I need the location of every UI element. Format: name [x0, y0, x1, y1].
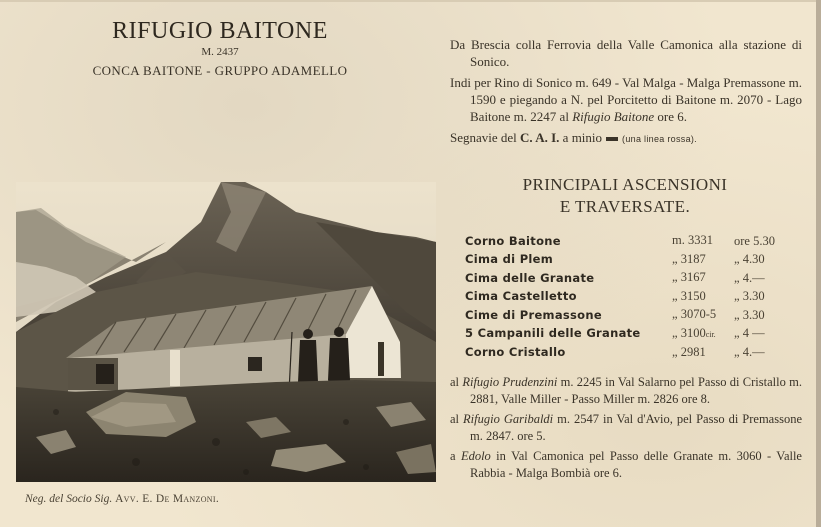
peak-name: Cima di Plem — [465, 252, 554, 267]
altitude-prefix: „ — [672, 344, 678, 359]
duration-value: 4.— — [742, 270, 765, 285]
card-top-edge — [0, 0, 821, 2]
ascents-heading-line2: E TRAVERSATE. — [559, 197, 691, 216]
duration-prefix: „ — [734, 289, 740, 304]
duration-prefix: „ — [734, 345, 740, 360]
altitude-prefix: „ — [672, 270, 678, 285]
ascent-duration — [734, 269, 794, 288]
ascent-duration — [734, 232, 794, 251]
duration-prefix: ore — [734, 233, 750, 248]
mountain-hut-illustration — [16, 182, 436, 482]
altitude-prefix: „ — [672, 251, 678, 266]
hut-location: CONCA BAITONE - GRUPPO ADAMELLO — [92, 63, 348, 78]
trail-markings-color: a minio — [559, 130, 603, 145]
ascent-row — [465, 325, 794, 344]
hut-title: RIFUGIO BAITONE — [112, 18, 328, 44]
peak-name: Cima delle Granate — [465, 270, 595, 285]
ascent-row — [465, 306, 794, 325]
duration-prefix: „ — [734, 326, 740, 341]
route-prefix: al — [450, 375, 463, 389]
altitude-value: 3070-5 — [680, 307, 717, 322]
duration-prefix: „ — [734, 270, 740, 285]
duration-value: 4.30 — [742, 252, 765, 267]
route-destination: Rifugio Prudenzini — [462, 375, 558, 389]
duration-value: 4 — — [742, 326, 765, 341]
altitude-value: 3100 — [680, 325, 706, 340]
access-route — [450, 74, 802, 125]
ascent-row — [465, 232, 794, 251]
ascents-heading — [450, 174, 800, 218]
access-route-destination: Rifugio Baitone — [572, 109, 655, 124]
ascent-duration — [734, 251, 794, 270]
altitude-prefix: „ — [672, 325, 678, 340]
traverse-route — [450, 448, 802, 481]
ascent-row — [465, 288, 794, 307]
route-prefix: al — [450, 412, 464, 426]
duration-prefix: „ — [734, 307, 740, 322]
route-prefix: a — [450, 449, 461, 463]
access-directions — [450, 36, 802, 152]
card-right-edge — [816, 0, 821, 527]
trail-markings-text: Segnavie del — [450, 130, 521, 145]
trail-markings-note: (una linea rossa). — [622, 134, 697, 144]
cai-abbreviation: C. A. I. — [520, 130, 560, 145]
peak-altitude — [672, 269, 734, 288]
hut-photograph — [16, 182, 436, 482]
peak-name: Corno Baitone — [465, 233, 561, 248]
altitude-prefix: „ — [672, 288, 678, 303]
peak-altitude — [672, 306, 734, 325]
peak-name: 5 Campanili delle Granate — [465, 326, 641, 341]
ascent-duration — [734, 344, 794, 363]
hut-altitude: M. 2437 — [201, 46, 239, 58]
altitude-prefix: „ — [672, 307, 678, 322]
duration-value: 3.30 — [742, 307, 765, 322]
duration-value: 4.— — [742, 345, 765, 360]
photo-credit-name: Avv. E. De Manzoni. — [115, 493, 219, 505]
ascent-row — [465, 344, 794, 363]
altitude-value: 3331 — [687, 233, 713, 247]
peak-name: Corno Cristallo — [465, 345, 566, 360]
peak-altitude — [672, 288, 734, 307]
route-destination: Rifugio Garibaldi — [463, 412, 554, 426]
route-description: in Val Camonica pel Passo delle Granate m. 3060 - Valle Rabbia - Malga Bombià ore 6. — [470, 449, 802, 480]
peak-altitude — [672, 325, 734, 344]
altitude-value: 3187 — [680, 251, 706, 266]
ascent-duration — [734, 306, 794, 325]
duration-prefix: „ — [734, 252, 740, 267]
peak-altitude — [672, 251, 734, 270]
access-route-time: ore 6. — [654, 109, 688, 124]
route-description: m. 2245 in Val Salarno pel Passo di Cristallo m. 2881, Valle Miller - Passo Miller m. 2826 ore 8. — [470, 375, 802, 406]
route-description: m. 2547 in Val d'Avio, pel Passo di Premassone m. 2847. ore 5. — [470, 412, 803, 443]
altitude-value: 3167 — [680, 270, 706, 285]
red-line-marker-icon — [606, 137, 618, 141]
access-route-text: Indi per Rino di Sonico m. 649 - Val Malga - Malga Premassone m. 1590 e piegando a N. pel Porcitetto di Baitone m. 2070 - Lago Baitone m. 2247 al — [450, 75, 802, 124]
altitude-prefix: m. — [672, 233, 685, 247]
ascents-heading-line1: PRINCIPALI ASCENSIONI — [522, 175, 728, 194]
ascent-row — [465, 269, 794, 288]
altitude-suffix: cir. — [705, 329, 716, 339]
photo-credit-italic: Neg. del Socio Sig. — [25, 493, 113, 505]
peak-altitude — [672, 232, 734, 251]
photo-credit — [25, 493, 219, 505]
access-railway: Da Brescia colla Ferrovia della Valle Camonica alla stazione di Sonico. — [450, 37, 802, 69]
trail-markings — [450, 129, 802, 148]
duration-value: 5.30 — [753, 233, 775, 248]
ascent-row — [465, 251, 794, 270]
ascents-table — [465, 232, 794, 362]
peak-name: Cima Castelletto — [465, 289, 577, 304]
route-destination: Edolo — [460, 449, 491, 463]
peak-name: Cime di Premassone — [465, 307, 602, 322]
traverse-routes — [450, 374, 802, 485]
traverse-route — [450, 374, 802, 407]
peak-altitude — [672, 344, 734, 363]
traverse-route — [450, 411, 802, 444]
ascent-duration — [734, 325, 794, 344]
duration-value: 3.30 — [742, 289, 765, 304]
ascent-duration — [734, 288, 794, 307]
altitude-value: 2981 — [680, 344, 706, 359]
altitude-value: 3150 — [680, 288, 706, 303]
